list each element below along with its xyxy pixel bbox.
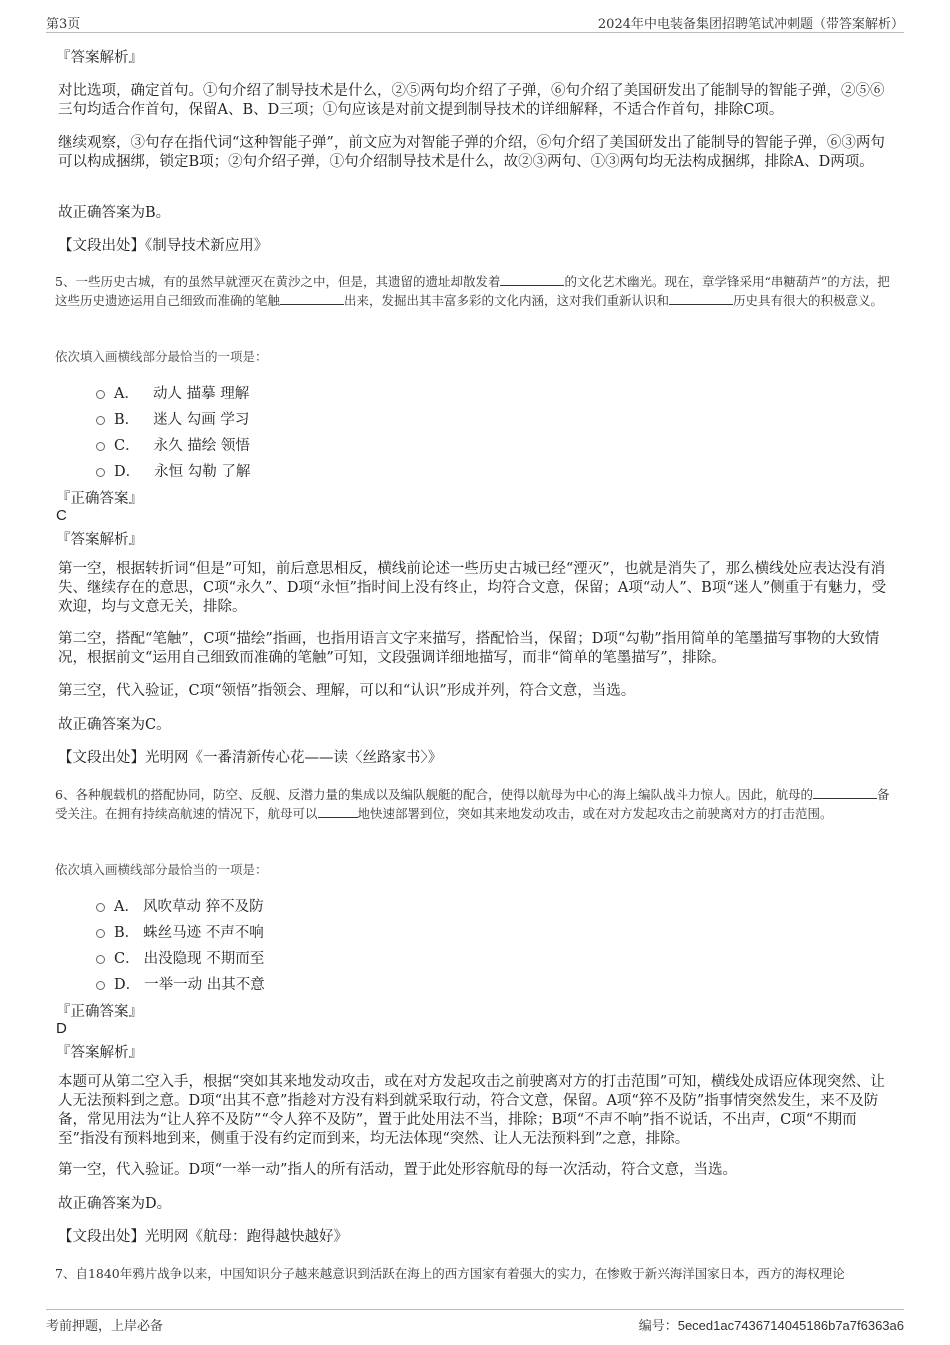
- page-header: [0, 0, 950, 34]
- q5-answer: C: [56, 507, 67, 524]
- q5-option-a[interactable]: A． 动人 描摹 理解: [96, 382, 249, 403]
- q6-option-d[interactable]: D． 一举一动 出其不意: [96, 973, 265, 994]
- q5-conclusion: 故正确答案为C。: [58, 717, 171, 733]
- blank: [280, 292, 344, 305]
- q4-source: 【文段出处】《制导技术新应用》: [58, 238, 269, 254]
- header-divider: [46, 32, 904, 33]
- radio-icon[interactable]: [96, 468, 105, 477]
- q5-question: 5、一些历史古城，有的虽然早就湮灭在黄沙之中，但是，其遗留的遗址却散发着 的文化艺术幽光。现在，章学锋采用“串糖葫芦”的方法，把这些历史遗迹运用自己细致而准确的笔触 出来，发掘出其丰富多彩的文化内涵，这对我们重新认识和 历史具有很大的积极意义。: [55, 274, 890, 308]
- q5-analysis-label: 『答案解析』: [56, 532, 143, 548]
- blank: [318, 805, 358, 818]
- blank: [669, 292, 733, 305]
- q5-option-b[interactable]: B． 迷人 勾画 学习: [96, 408, 249, 429]
- radio-icon[interactable]: [96, 416, 105, 425]
- q6-conclusion: 故正确答案为D。: [58, 1196, 172, 1212]
- q6-analysis-para: 本题可从第二空入手，根据“突如其来地发动攻击，或在对方发起攻击之前驶离对方的打击范围”可知，横线处成语应体现突然、让人无法预料到之意。D项“出其不意”指趁对方没有料到就采取行动，符合文意，保留。A项“猝不及防”指事情突然发生，来不及防备，常见用法为“让人猝不及防”“令人猝不及防”，置于此处用法不当，排除；B项“不声不响”指不说话，不出声，C项“不期而至”指没有预料地到来，侧重于没有约定而到来，均无法体现“突然、让人无法预料到”之意，排除。: [58, 1074, 885, 1147]
- q6-correct-label: 『正确答案』: [56, 1004, 143, 1020]
- q6-option-c[interactable]: C． 出没隐现 不期而至: [96, 947, 264, 968]
- blank: [813, 786, 877, 799]
- q5-analysis-para: 第二空，搭配“笔触”，C项“描绘”指画，也指用语言文字来描写，搭配恰当，保留；D项“勾勒”指用简单的笔墨描写事物的大致情况，根据前文“运用自己细致而准确的笔触”可知，文段强调详细地描写，而非“简单的笔墨描写”，排除。: [58, 631, 880, 666]
- radio-icon[interactable]: [96, 955, 105, 964]
- q4-analysis-para: 对比选项，确定首句。①句介绍了制导技术是什么，②⑤两句均介绍了子弹，⑥句介绍了美国研发出了能制导的智能子弹，②⑤⑥三句均适合作首句，保留A、B、D三项；①句应该是对前文提到制导技术的详细解释，不适合作首句，排除C项。: [58, 83, 885, 118]
- q4-conclusion: 故正确答案为B。: [58, 205, 171, 221]
- q6-option-a[interactable]: A． 风吹草动 猝不及防: [96, 895, 264, 916]
- q5-prompt: 依次填入画横线部分最恰当的一项是：: [55, 349, 268, 364]
- q4-analysis-label: 『答案解析』: [56, 50, 143, 66]
- q6-source: 【文段出处】光明网《航母：跑得越快越好》: [58, 1229, 348, 1245]
- page-footer: [0, 1305, 950, 1345]
- q6-analysis-label: 『答案解析』: [56, 1045, 143, 1061]
- q6-prompt: 依次填入画横线部分最恰当的一项是：: [55, 862, 268, 877]
- footer-slogan: 考前押题，上岸必备: [46, 1319, 164, 1334]
- q5-analysis-para: 第一空，根据转折词“但是”可知，前后意思相反，横线前论述一些历史古城已经“湮灭”，也就是消失了，那么横线处应表达没有消失、继续存在的意思，C项“永久”、D项“永恒”指时间上没有终止，均符合文意，保留；A项“动人”、B项“迷人”侧重于有魅力，受欢迎，均与文意无关，排除。: [58, 561, 887, 615]
- q5-analysis-para: 第三空，代入验证，C项“领悟”指领会、理解，可以和“认识”形成并列，符合文意，当选。: [58, 683, 636, 699]
- radio-icon[interactable]: [96, 442, 105, 451]
- radio-icon[interactable]: [96, 390, 105, 399]
- radio-icon[interactable]: [96, 981, 105, 990]
- q4-analysis-para: 继续观察，③句存在指代词“这种智能子弹”，前文应为对智能子弹的介绍，⑥句介绍了美国研发出了能制导的智能子弹，⑥③两句可以构成捆绑，锁定B项；②句介绍子弹，①句介绍制导技术是什么，故②③两句、①③两句均无法构成捆绑，排除A、D两项。: [58, 135, 885, 170]
- document-title: 2024年中电装备集团招聘笔试冲刺题（带答案解析）: [597, 17, 904, 32]
- q5-option-d[interactable]: D． 永恒 勾勒 了解: [96, 460, 250, 481]
- q6-answer: D: [56, 1020, 67, 1037]
- q6-option-b[interactable]: B． 蛛丝马迹 不声不响: [96, 921, 264, 942]
- radio-icon[interactable]: [96, 929, 105, 938]
- radio-icon[interactable]: [96, 903, 105, 912]
- footer-divider: [46, 1309, 904, 1310]
- q5-source: 【文段出处】光明网《一番清新传心花——读〈丝路家书〉》: [58, 750, 443, 766]
- page-number: 第3页: [46, 17, 81, 32]
- q6-question: 6、各种舰载机的搭配协同，防空、反舰、反潜力量的集成以及编队舰艇的配合，使得以航母为中心的海上编队战斗力惊人。因此，航母的 备受关注。在拥有持续高航速的情况下，航母可以 地快速部署到位，突如其来地发动攻击，或在对方发起攻击之前驶离对方的打击范围。: [55, 787, 890, 821]
- q5-correct-label: 『正确答案』: [56, 491, 143, 507]
- q5-option-c[interactable]: C． 永久 描绘 领悟: [96, 434, 250, 455]
- blank: [500, 273, 564, 286]
- q6-analysis-para: 第一空，代入验证。D项“一举一动”指人的所有活动，置于此处形容航母的每一次活动，符合文意，当选。: [58, 1162, 737, 1178]
- q7-question: 7、自1840年鸦片战争以来，中国知识分子越来越意识到活跃在海上的西方国家有着强大的实力，在惨败于新兴海洋国家日本，西方的海权理论: [55, 1266, 845, 1281]
- document-code: 编号：5eced1ac7436714045186b7a7f6363a6: [638, 1318, 904, 1334]
